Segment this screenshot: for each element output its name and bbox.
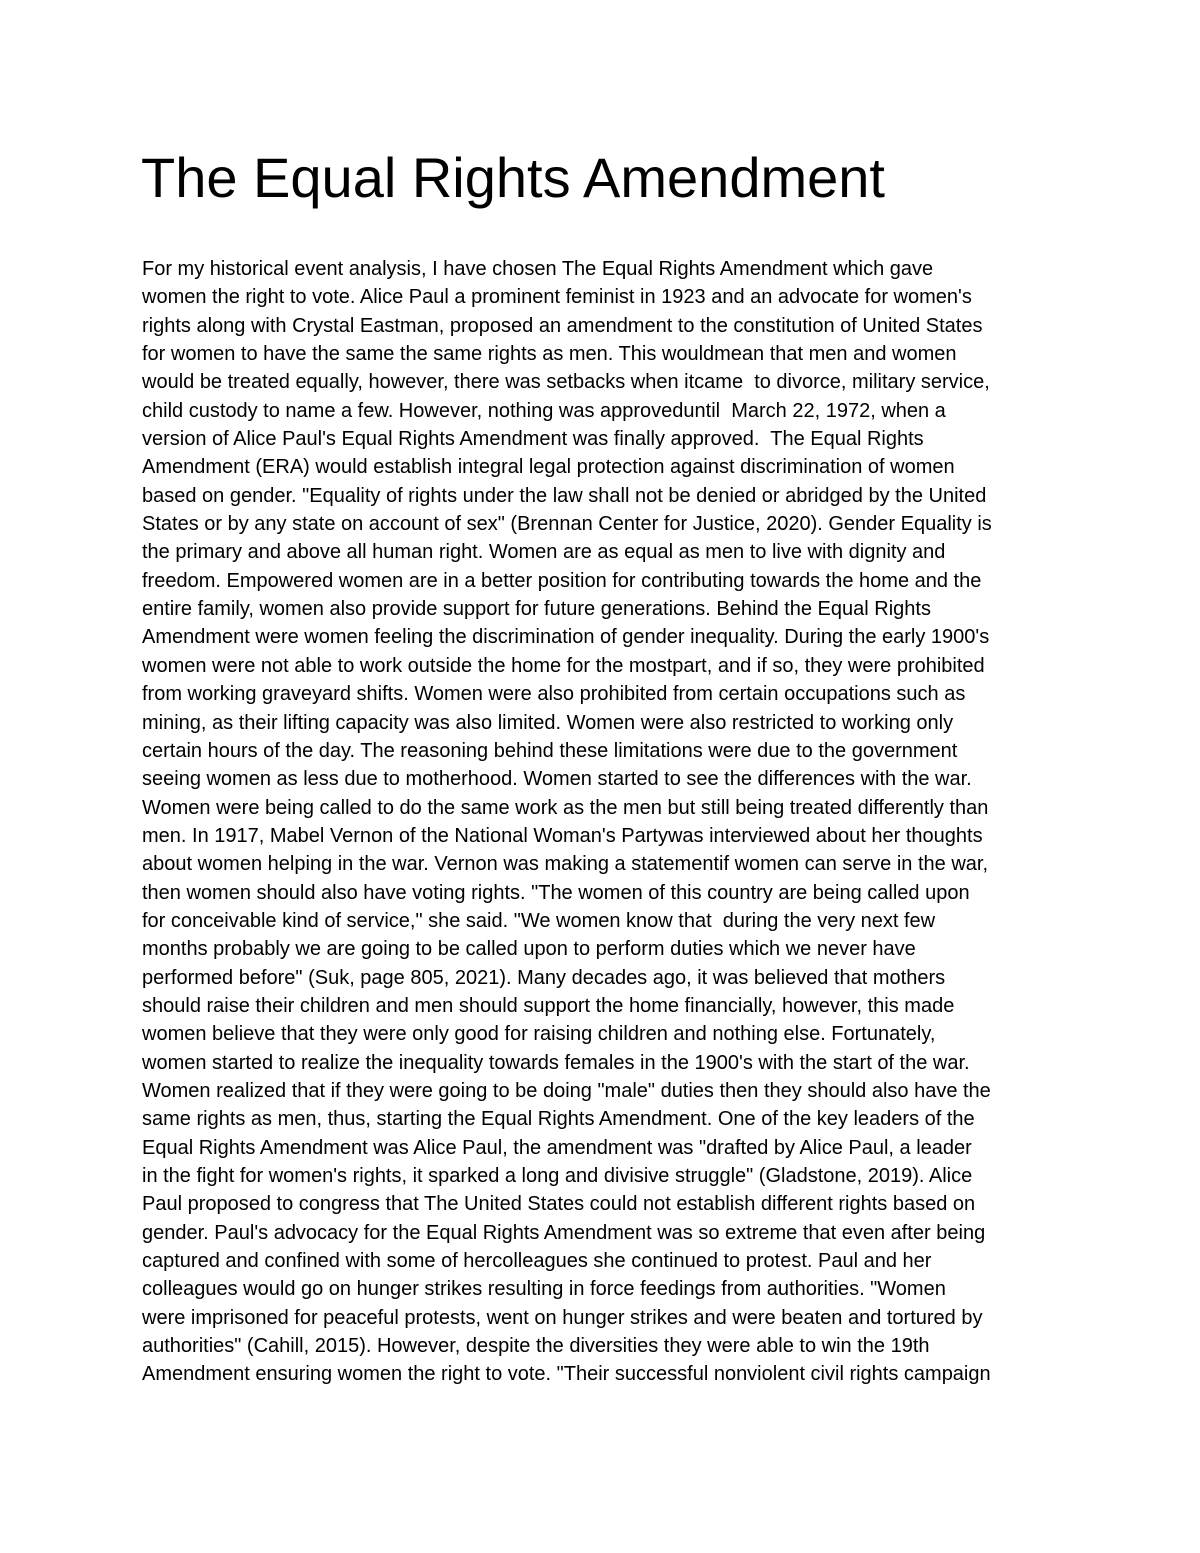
body-line: women the right to vote. Alice Paul a prominent feminist in 1923 and an advocate for women's bbox=[142, 286, 972, 309]
body-line: mining, as their lifting capacity was also limited. Women were also restricted to working only bbox=[142, 711, 954, 734]
body-line: certain hours of the day. The reasoning behind these limitations were due to the government bbox=[142, 739, 958, 762]
body-line: women were not able to work outside the home for the mostpart, and if so, they were prohibited bbox=[142, 654, 985, 677]
body-line: from working graveyard shifts. Women were also prohibited from certain occupations such as bbox=[142, 683, 966, 706]
body-line: colleagues would go on hunger strikes resulting in force feedings from authorities. "Women bbox=[142, 1278, 946, 1301]
body-line: about women helping in the war. Vernon was making a statementif women can serve in the war, bbox=[142, 853, 989, 876]
body-line: then women should also have voting rights. "The women of this country are being called upon bbox=[142, 881, 970, 904]
body-line: Amendment were women feeling the discrimination of gender inequality. During the early 1900's bbox=[142, 626, 990, 649]
body-line: should raise their children and men should support the home financially, however, this made bbox=[142, 994, 955, 1017]
body-line: men. In 1917, Mabel Vernon of the National Woman's Partywas interviewed about her thoughts bbox=[142, 824, 983, 847]
body-line: for women to have the same the same rights as men. This wouldmean that men and women bbox=[142, 343, 957, 366]
body-line: States or by any state on account of sex" (Brennan Center for Justice, 2020). Gender Equality is bbox=[142, 513, 992, 536]
body-line: entire family, women also provide support for future generations. Behind the Equal Rights bbox=[142, 598, 931, 621]
body-line: gender. Paul's advocacy for the Equal Rights Amendment was so extreme that even after being bbox=[142, 1221, 986, 1244]
body-line: child custody to name a few. However, nothing was approveduntil March 22, 1972, when a bbox=[142, 399, 946, 422]
body-line: seeing women as less due to motherhood. Women started to see the differences with the war. bbox=[142, 768, 972, 791]
body-line: Amendment ensuring women the right to vote. "Their successful nonviolent civil rights campaign bbox=[142, 1363, 991, 1386]
body-line: authorities" (Cahill, 2015). However, despite the diversities they were able to win the 19th bbox=[142, 1335, 930, 1358]
body-line: same rights as men, thus, starting the Equal Rights Amendment. One of the key leaders of the bbox=[142, 1108, 975, 1131]
document-title: The Equal Rights Amendment bbox=[141, 146, 885, 209]
body-line: in the fight for women's rights, it sparked a long and divisive struggle" (Gladstone, 2019). Alice bbox=[142, 1165, 973, 1187]
body-line: Amendment (ERA) would establish integral legal protection against discrimination of women bbox=[142, 456, 955, 479]
body-line: women started to realize the inequality towards females in the 1900's with the start of the war. bbox=[142, 1051, 970, 1074]
body-line: performed before" (Suk, page 805, 2021). Many decades ago, it was believed that mothers bbox=[142, 966, 946, 989]
body-line: captured and confined with some of hercolleagues she continued to protest. Paul and her bbox=[142, 1250, 932, 1273]
body-line: freedom. Empowered women are in a better position for contributing towards the home and the bbox=[142, 569, 982, 592]
body-line: rights along with Crystal Eastman, proposed an amendment to the constitution of United States bbox=[142, 314, 983, 337]
body-line: Women realized that if they were going to be doing "male" duties then they should also have the bbox=[142, 1079, 991, 1102]
body-line: the primary and above all human right. Women are as equal as men to live with dignity and bbox=[142, 541, 946, 564]
body-line: women believe that they were only good for raising children and nothing else. Fortunately, bbox=[142, 1023, 936, 1046]
body-line: Paul proposed to congress that The United States could not establish different rights based on bbox=[142, 1193, 976, 1216]
body-line: For my historical event analysis, I have chosen The Equal Rights Amendment which gave bbox=[142, 258, 934, 280]
body-line: months probably we are going to be called upon to perform duties which we never have bbox=[142, 938, 916, 961]
body-line: would be treated equally, however, there was setbacks when itcame to divorce, military service, bbox=[142, 371, 990, 394]
body-line: for conceivable kind of service," she said. "We women know that during the very next few bbox=[142, 909, 936, 932]
body-line: version of Alice Paul's Equal Rights Amendment was finally approved. The Equal Rights bbox=[142, 428, 924, 451]
document-body bbox=[142, 255, 1072, 1389]
body-line: based on gender. "Equality of rights under the law shall not be denied or abridged by the United bbox=[142, 484, 987, 507]
body-line: Women were being called to do the same work as the men but still being treated differently than bbox=[142, 796, 989, 819]
body-line: were imprisoned for peaceful protests, went on hunger strikes and were beaten and tortured by bbox=[142, 1306, 983, 1329]
body-line: Equal Rights Amendment was Alice Paul, the amendment was "drafted by Alice Paul, a leader bbox=[142, 1136, 972, 1159]
